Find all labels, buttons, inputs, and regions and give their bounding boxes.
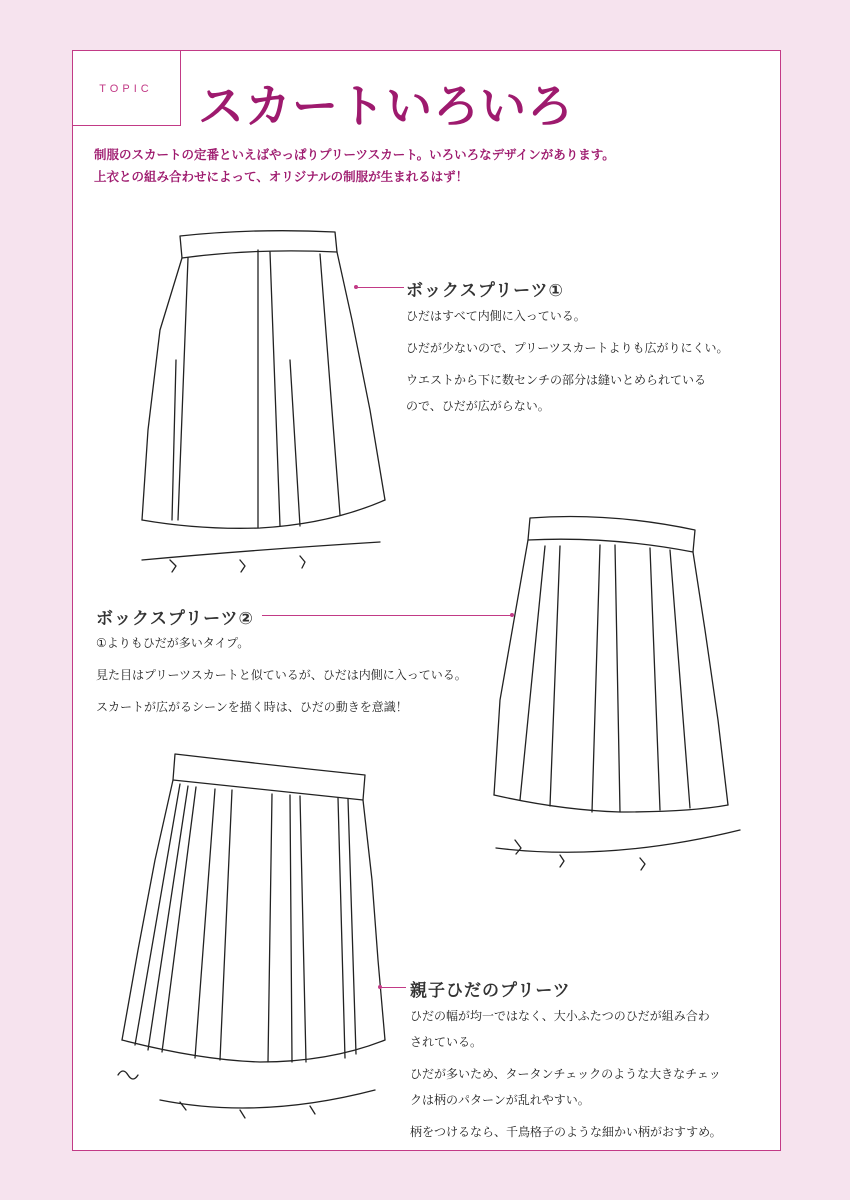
section-1-para-2: ひだが少ないので、プリーツスカートよりも広がりにくい。 bbox=[406, 341, 729, 355]
section-3-para-1: ひだの幅が均一ではなく、大小ふたつのひだが組み合わ されている。 bbox=[410, 1009, 710, 1049]
leader-dot-2 bbox=[510, 613, 514, 617]
section-3-para-3: 柄をつけるなら、千鳥格子のような細かい柄がおすすめ。 bbox=[410, 1125, 722, 1139]
section-2-para-1: ①よりもひだが多いタイプ。 bbox=[96, 636, 250, 650]
section-2-para-3: スカートが広がるシーンを描く時は、ひだの動きを意識！ bbox=[96, 700, 408, 714]
section-1-para-3: ウエストから下に数センチの部分は縫いとめられている ので、ひだが広がらない。 bbox=[406, 373, 707, 413]
leader-line-1 bbox=[356, 287, 404, 288]
box-pleat-2-illustration bbox=[494, 517, 740, 871]
leader-line-2 bbox=[262, 615, 512, 616]
section-3-heading: 親子ひだのプリーツ bbox=[410, 981, 571, 1001]
leader-dot-3 bbox=[378, 985, 382, 989]
leader-dot-1 bbox=[354, 285, 358, 289]
section-2-heading: ボックスプリーツ② bbox=[96, 609, 254, 629]
page-title: スカートいろいろ bbox=[198, 79, 574, 133]
section-3-body bbox=[410, 1003, 722, 1151]
box-pleat-1-illustration bbox=[142, 231, 385, 572]
section-1-heading: ボックスプリーツ① bbox=[406, 281, 564, 301]
intro-line-1: 制服のスカートの定番といえばやっぱりプリーツスカート。いろいろなデザインがあります。 bbox=[94, 147, 615, 162]
section-3-para-2: ひだが多いため、タータンチェックのような大きなチェッ クは柄のパターンが乱れやすい。 bbox=[410, 1067, 721, 1107]
section-1-body bbox=[406, 303, 729, 425]
parent-child-pleat-illustration bbox=[118, 754, 385, 1118]
section-2-para-2: 見た目はプリーツスカートと似ているが、ひだは内側に入っている。 bbox=[96, 668, 467, 682]
section-1-para-1: ひだはすべて内側に入っている。 bbox=[406, 309, 586, 323]
topic-label: TOPIC bbox=[99, 83, 153, 95]
section-2-body bbox=[96, 630, 467, 726]
leader-line-3 bbox=[380, 987, 406, 988]
intro-line-2: 上衣との組み合わせによって、オリジナルの制服が生まれるはず！ bbox=[94, 169, 469, 184]
